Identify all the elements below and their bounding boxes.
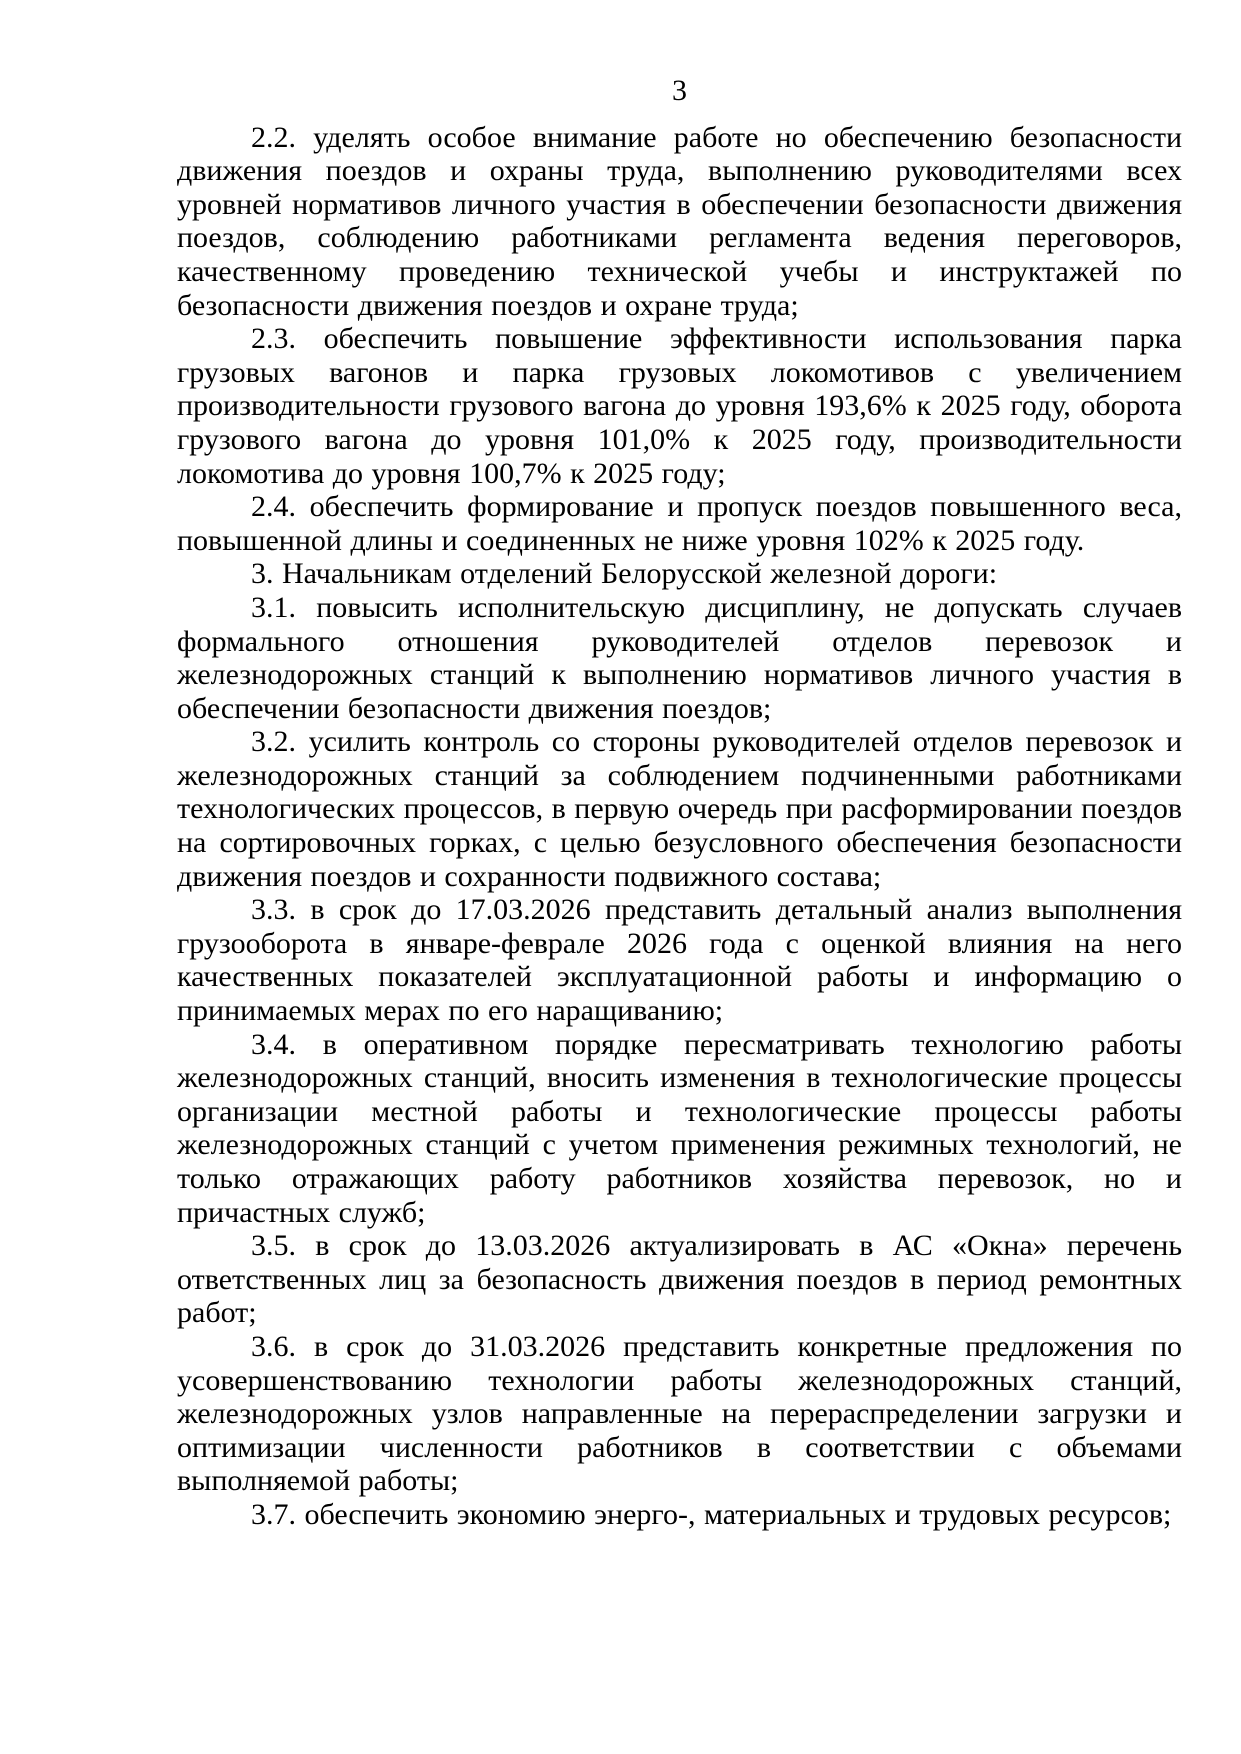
paragraph-3-6: 3.6. в срок до 31.03.2026 представить конкретные предложения по усовершенствованию технологии работы железнодорожных станций, железнодорожных узлов направленные на перераспределении загрузки и оптимизации численности работников в соответствии с объемами выполняемой работы; xyxy=(177,1329,1182,1498)
paragraph-3: 3. Начальникам отделений Белорусской железной дороги: xyxy=(251,557,998,591)
paragraph-3-4: 3.4. в оперативном порядке пересматривать технологию работы железнодорожных станций, вносить изменения в технологические процессы организации местной работы и технологические процессы работы железнодорожных станций с учетом применения режимных технологий, не только отражающих работу работников хозяйства перевозок, но и причастных служб; xyxy=(177,1027,1182,1229)
paragraph-3-3: 3.3. в срок до 17.03.2026 представить детальный анализ выполнения грузооборота в январе-феврале 2026 года с оценкой влияния на него качественных показателей эксплуатационной работы и информацию о принимаемых мерах по его наращиванию; xyxy=(177,893,1182,1028)
paragraph-3-7: 3.7. обеспечить экономию энерго-, материальных и трудовых ресурсов; xyxy=(251,1497,1172,1531)
document-body xyxy=(177,121,1182,1532)
paragraph-2-2: 2.2. уделять особое внимание работе но обеспечению безопасности движения поездов и охраны труда, выполнению руководителями всех уровней нормативов личного участия в обеспечении безопасности движения поездов, соблюдению работниками регламента ведения переговоров, качественному проведению технической учебы и инструктажей по безопасности движения поездов и охране труда; xyxy=(177,120,1182,322)
paragraph-3-1: 3.1. повысить исполнительскую дисциплину, не допускать случаев формального отношения руководителей отделов перевозок и железнодорожных станций к выполнению нормативов личного участия в обеспечении безопасности движения поездов; xyxy=(177,590,1182,725)
paragraph-3-5: 3.5. в срок до 13.03.2026 актуализировать в АС «Окна» перечень ответственных лиц за безопасность движения поездов в период ремонтных работ; xyxy=(177,1229,1182,1330)
paragraph-2-3: 2.3. обеспечить повышение эффективности использования парка грузовых вагонов и парка грузовых локомотивов с увеличением производительности грузового вагона до уровня 193,6% к 2025 году, оборота грузового вагона до уровня 101,0% к 2025 году, производительности локомотива до уровня 100,7% к 2025 году; xyxy=(177,322,1182,490)
paragraph-2-4: 2.4. обеспечить формирование и пропуск поездов повышенного веса, повышенной длины и соединенных не ниже уровня 102% к 2025 году. xyxy=(177,490,1182,557)
paragraph-3-2: 3.2. усилить контроль со стороны руководителей отделов перевозок и железнодорожных станций за соблюдением подчиненными работниками технологических процессов, в первую очередь при расформировании поездов на сортировочных горках, с целью безусловного обеспечения безопасности движения поездов и сохранности подвижного состава; xyxy=(177,725,1182,893)
text-column xyxy=(177,74,1182,1532)
page-number: 3 xyxy=(672,74,687,107)
